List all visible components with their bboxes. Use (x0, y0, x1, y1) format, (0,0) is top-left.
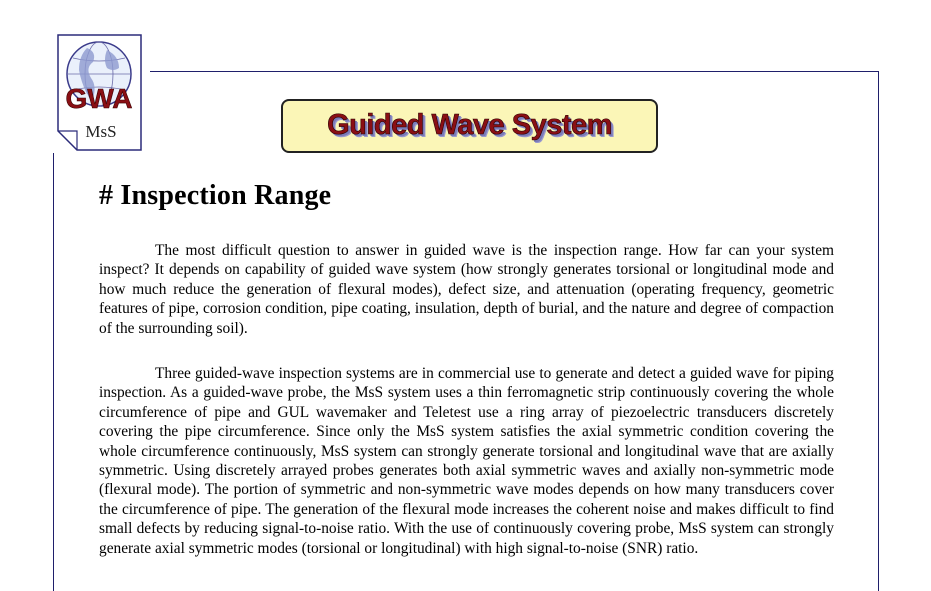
page-frame-right-line (878, 71, 879, 591)
page-frame-left-line (53, 153, 54, 591)
paragraph-1: The most difficult question to answer in guided wave is the inspection range. How far can your system inspect? It depends on capability of guided wave system (how strongly generates torsional or longitudinal mode and how much reduce the generation of flexural modes), defect size, and attenuation (operating frequency, geometric features of pipe, corrosion condition, pipe coating, insulation, depth of burial, and the nature and degree of compaction of the surrounding soil). (99, 242, 834, 337)
gwa-mss-logo (57, 34, 142, 151)
title-banner (281, 99, 658, 153)
logo-text-gwa: GWA (65, 83, 133, 114)
page-frame-top-line (150, 71, 879, 72)
section-heading: # Inspection Range (99, 180, 332, 211)
paragraph-2: Three guided-wave inspection systems are in commercial use to generate and detect a guided wave for piping inspection. As a guided-wave probe, the MsS system uses a thin ferromagnetic strip continuously covering the whole circumference of pipe and GUL wavemaker and Teletest use a ring array of piezoelectric transducers discretely covering the pipe circumference. Since only the MsS system satisfies the axial symmetric condition covering the whole circumference continuously, MsS system can strongly generate torsional and longitudinal wave that are axially symmetric. Using discretely arrayed probes generates both axial symmetric waves and axially non-symmetric mode (flexural mode). The portion of symmetric and non-symmetric wave modes depends on how many transducers cover the circumference of pipe. The generation of the flexural mode increases the coherent noise and makes difficult to find small defects by reducing signal-to-noise ratio. With the use of continuously covering probe, MsS system can strongly generate axial symmetric modes (torsional or longitudinal) with high signal-to-noise (SNR) ratio. (99, 365, 834, 557)
banner-title: Guided Wave System (327, 108, 612, 141)
logo-text-mss: MsS (85, 122, 117, 141)
